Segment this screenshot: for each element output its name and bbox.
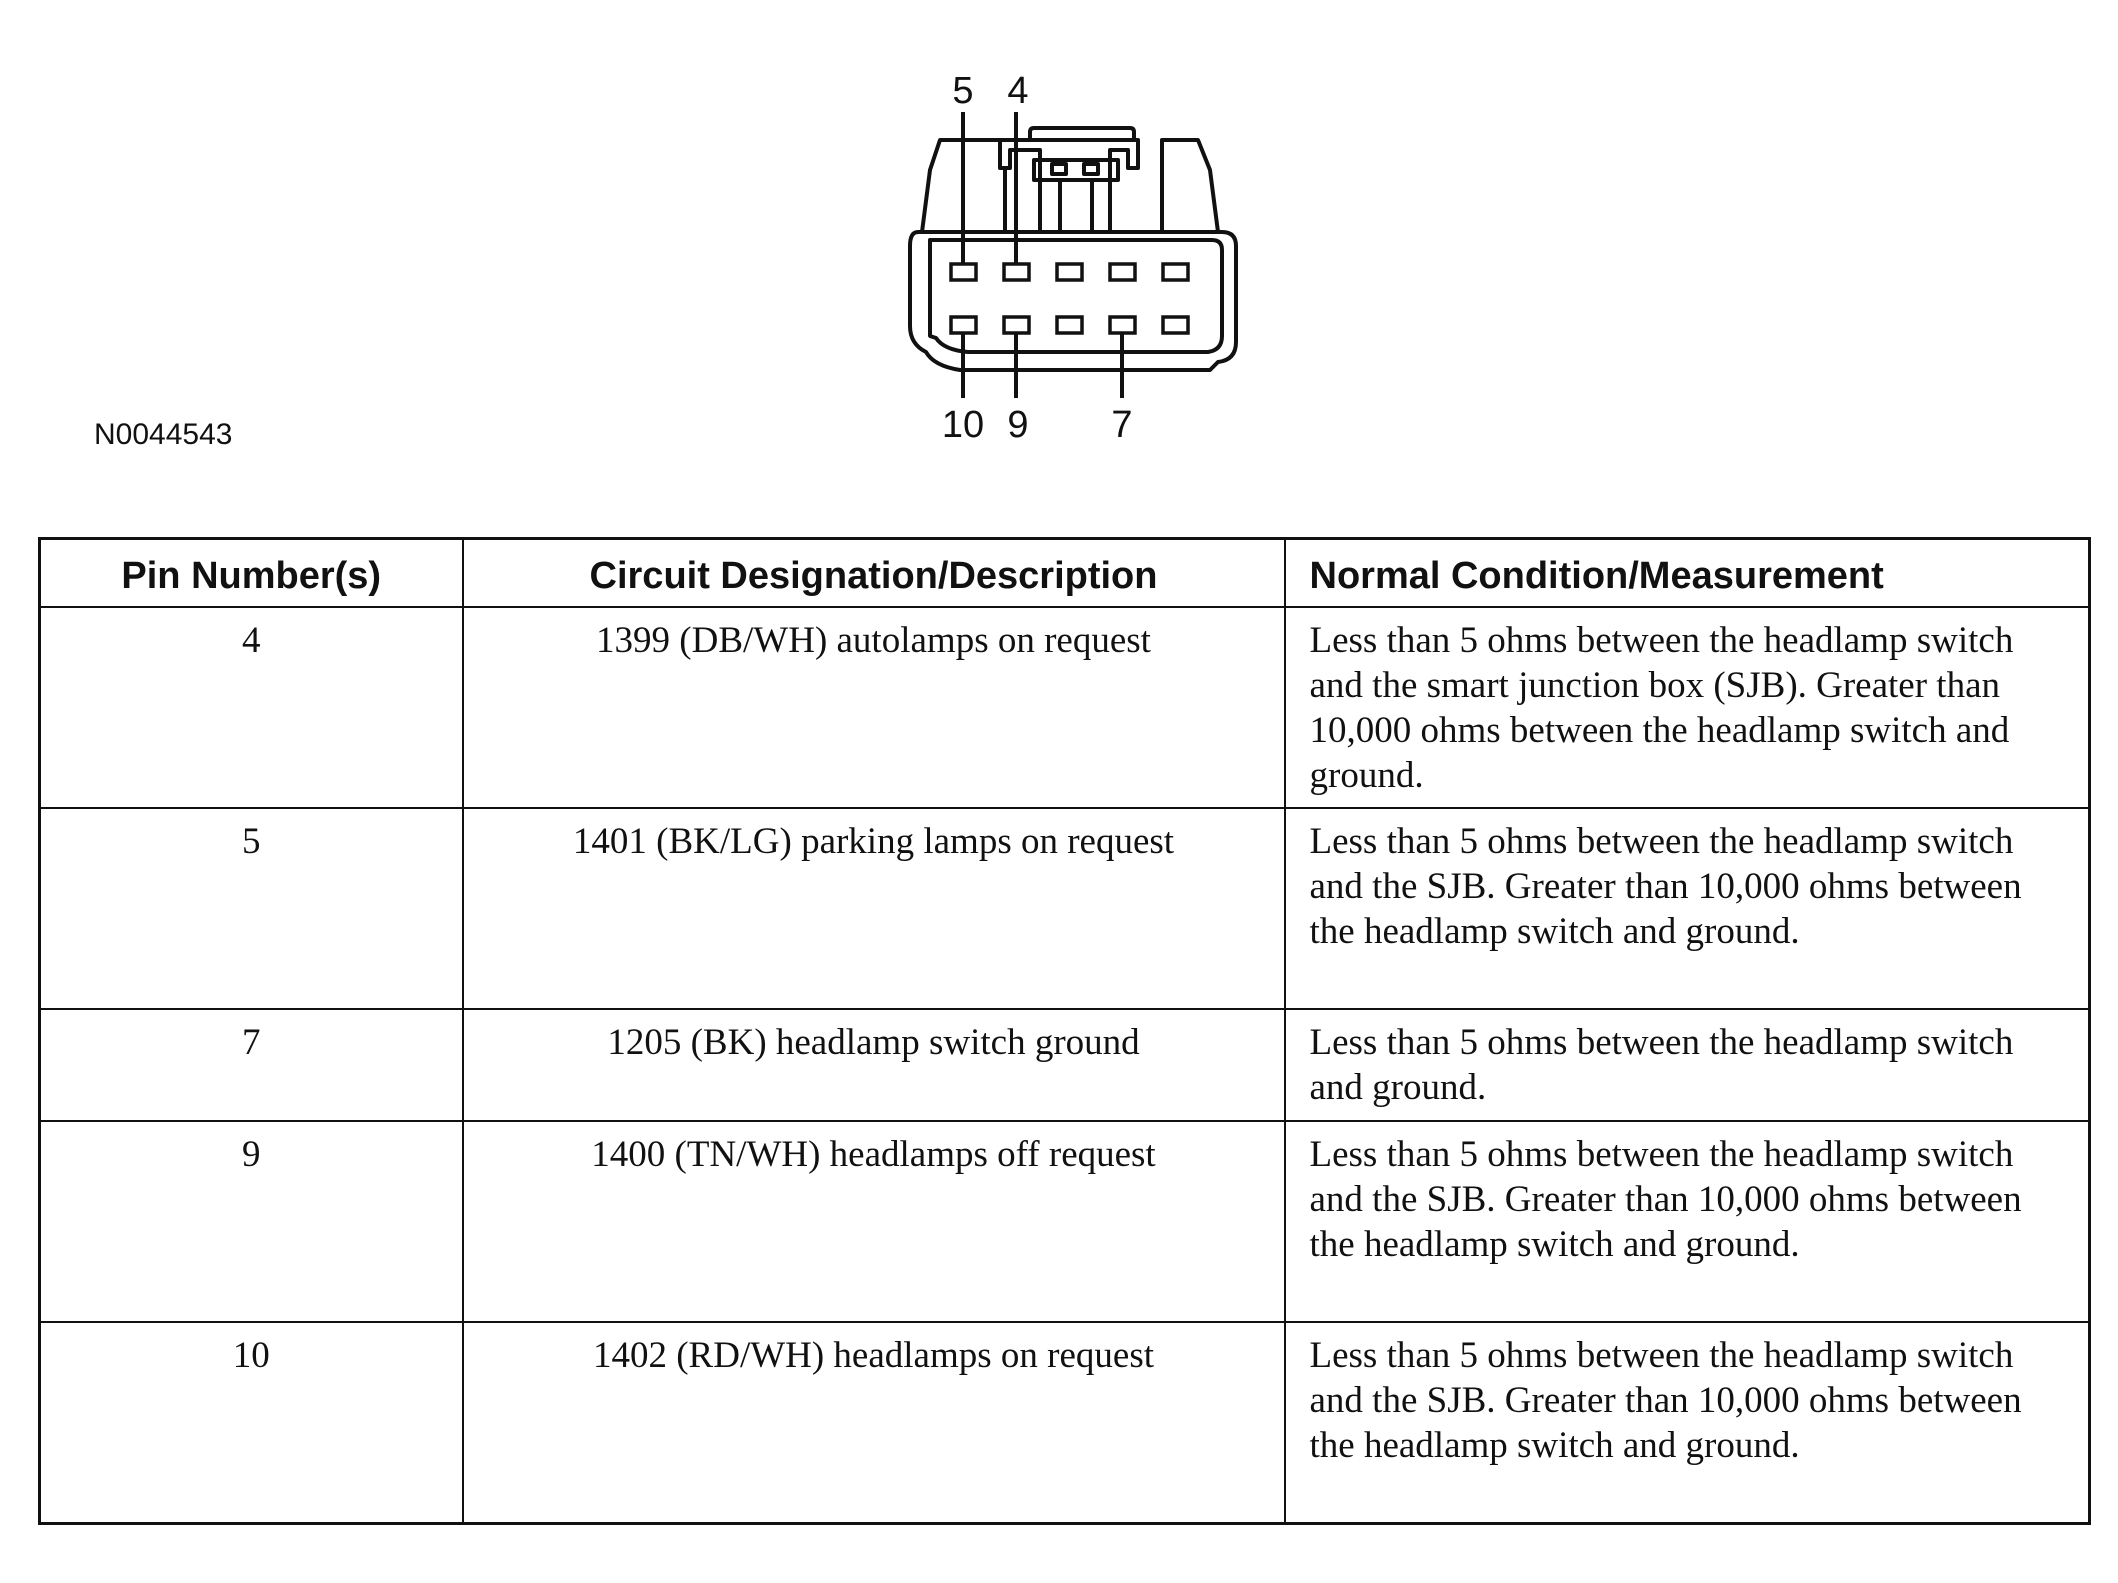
measurement-cell: Less than 5 ohms between the headlamp switch and the SJB. Greater than 10,000 ohms between the headlamp switch and ground. <box>1285 808 2090 1009</box>
circuit-cell: 1399 (DB/WH) autolamps on request <box>463 607 1285 808</box>
header-circuit: Circuit Designation/Description <box>463 539 1285 608</box>
table-row <box>40 1322 2090 1524</box>
cavity-2 <box>1110 264 1135 280</box>
connector-diagram <box>0 0 2118 520</box>
pin-label-10: 10 <box>941 404 985 446</box>
cavity-5 <box>951 264 976 280</box>
cavity-3 <box>1057 264 1082 280</box>
header-measurement: Normal Condition/Measurement <box>1285 539 2090 608</box>
pin-cell: 5 <box>40 808 463 1009</box>
pin-label-4: 4 <box>1007 70 1029 112</box>
table-row <box>40 808 2090 1009</box>
figure-id: N0044543 <box>94 418 233 451</box>
pin-label-7: 7 <box>1111 404 1133 446</box>
cavity-6 <box>1163 317 1188 333</box>
cavity-8 <box>1057 317 1082 333</box>
measurement-cell: Less than 5 ohms between the headlamp switch and the smart junction box (SJB). Greater than 10,000 ohms between the headlamp switch and ground. <box>1285 607 2090 808</box>
circuit-cell: 1401 (BK/LG) parking lamps on request <box>463 808 1285 1009</box>
circuit-cell: 1400 (TN/WH) headlamps off request <box>463 1121 1285 1322</box>
pin-cell: 9 <box>40 1121 463 1322</box>
locking-tab <box>1000 128 1138 232</box>
pin-cell: 4 <box>40 607 463 808</box>
measurement-cell: Less than 5 ohms between the headlamp switch and ground. <box>1285 1009 2090 1121</box>
header-pin-number: Pin Number(s) <box>40 539 463 608</box>
measurement-cell: Less than 5 ohms between the headlamp switch and the SJB. Greater than 10,000 ohms between the headlamp switch and ground. <box>1285 1322 2090 1524</box>
circuit-cell: 1205 (BK) headlamp switch ground <box>463 1009 1285 1121</box>
pin-cell: 7 <box>40 1009 463 1121</box>
circuit-cell: 1402 (RD/WH) headlamps on request <box>463 1322 1285 1524</box>
pin-table <box>38 537 2091 1525</box>
pin-cell: 10 <box>40 1322 463 1524</box>
cavity-7 <box>1110 317 1135 333</box>
table-row <box>40 1121 2090 1322</box>
cavity-4 <box>1004 264 1029 280</box>
connector-body <box>910 128 1236 370</box>
cavity-1 <box>1163 264 1188 280</box>
header-row <box>40 539 2090 608</box>
table-row <box>40 607 2090 808</box>
measurement-cell: Less than 5 ohms between the headlamp switch and the SJB. Greater than 10,000 ohms between the headlamp switch and ground. <box>1285 1121 2090 1322</box>
table-row <box>40 1009 2090 1121</box>
cavity-10 <box>951 317 976 333</box>
pin-label-5: 5 <box>952 70 974 112</box>
cavity-9 <box>1004 317 1029 333</box>
pin-label-9: 9 <box>1007 404 1029 446</box>
